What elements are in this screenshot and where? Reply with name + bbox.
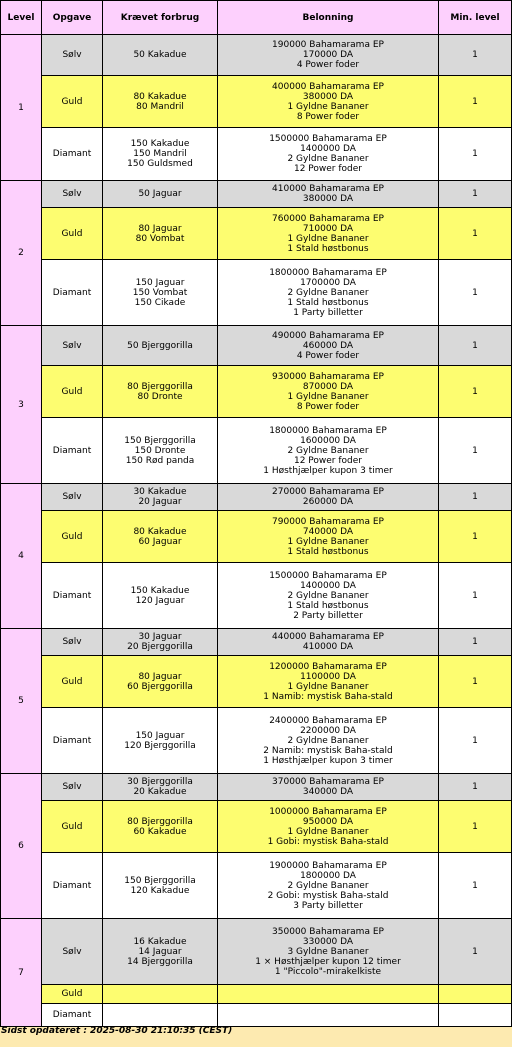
reward-line: 1700000 DA [300,277,356,288]
reward-line: 1 Gyldne Bananer [287,391,369,402]
table-row [1,181,512,208]
reward-line: 1000000 Bahamarama EP [269,806,387,817]
required-cell [103,853,218,919]
level-cell: 7 [1,919,42,1027]
reward-line: 2 Gyldne Bananer [287,735,369,746]
min-level-cell [439,1004,512,1027]
required-line: 20 Jaguar [138,497,182,507]
reward-line: 460000 DA [302,340,354,351]
reward-line: 1900000 Bahamarama EP [269,860,387,871]
reward-line: 190000 Bahamarama EP [272,40,384,50]
reward-line: 2 Gyldne Bananer [287,880,369,891]
table-row [1,511,512,563]
reward-cell [218,76,439,128]
reward-cell [218,366,439,418]
reward-line: 1800000 Bahamarama EP [269,425,387,436]
required-line: 150 Jaguar [135,730,185,741]
reward-line: 440000 Bahamarama EP [272,632,384,642]
reward-line: 1 Stald høstbonus [287,243,369,254]
required-cell [103,128,218,181]
reward-line: 4 Power foder [296,60,360,70]
reward-line: 400000 Bahamarama EP [272,81,384,92]
reward-line: 950000 DA [302,816,354,827]
required-cell [103,181,218,208]
min-level-cell: 1 [439,366,512,418]
reward-cell [218,484,439,511]
required-line: 150 Cikade [134,297,186,308]
reward-line: 370000 Bahamarama EP [272,777,384,787]
min-level-cell: 1 [439,208,512,260]
reward-line: 1 Høsthjælper kupon 3 timer [263,755,393,766]
task-cell: Diamant [42,563,103,629]
table-row [1,366,512,418]
required-cell [103,484,218,511]
reward-line: 1 Gyldne Bananer [287,101,369,112]
table-row [1,656,512,708]
reward-line: 1 Stald høstbonus [287,600,369,611]
required-line: 80 Vombat [135,233,185,244]
table-row [1,774,512,801]
reward-line: 170000 DA [302,50,354,60]
level-cell: 2 [1,181,42,326]
table-row [1,35,512,76]
task-cell: Guld [42,366,103,418]
reward-line: 1400000 DA [300,580,356,591]
reward-cell [218,629,439,656]
required-line: 150 Vombat [132,287,188,298]
required-cell [103,919,218,985]
reward-line: 350000 Bahamarama EP [272,926,384,937]
reward-line: 260000 DA [302,497,354,507]
header-required: Krævet forbrug [103,1,218,35]
task-cell: Diamant [42,260,103,326]
min-level-cell: 1 [439,260,512,326]
required-line: 20 Kakadue [133,787,187,797]
min-level-cell: 1 [439,35,512,76]
reward-line: 2200000 DA [300,725,356,736]
table-row [1,708,512,774]
required-line: 150 Mandril [133,149,187,159]
reward-cell [218,208,439,260]
header-task: Opgave [42,1,103,35]
table-row [1,853,512,919]
required-line: 80 Mandril [136,101,184,112]
reward-line: 2 Gyldne Bananer [287,445,369,456]
required-cell [103,985,218,1004]
required-line: 120 Bjerggorilla [124,740,196,751]
required-cell [103,1004,218,1027]
table-row [1,629,512,656]
task-cell: Guld [42,985,103,1004]
reward-cell [218,919,439,985]
required-line: 20 Bjerggorilla [127,642,193,652]
required-line: 50 Jaguar [138,189,182,199]
table-row [1,563,512,629]
reward-line: 1500000 Bahamarama EP [269,134,387,144]
level-cell: 6 [1,774,42,919]
reward-line: 12 Power foder [293,164,362,174]
reward-line: 2 Party billetter [293,610,363,621]
reward-line: 1 Gobi: mystisk Baha-stald [267,836,389,847]
reward-line: 2400000 Bahamarama EP [269,715,387,726]
reward-line: 380000 DA [302,194,354,204]
reward-line: 1800000 DA [300,870,356,881]
table-row [1,128,512,181]
min-level-cell [439,985,512,1004]
table-row [1,208,512,260]
reward-cell [218,128,439,181]
required-cell [103,366,218,418]
level-cell: 4 [1,484,42,629]
required-line: 150 Kakadue [130,139,190,149]
task-cell: Guld [42,801,103,853]
reward-line: 1 Stald høstbonus [287,546,369,557]
reward-cell [218,418,439,484]
required-line: 14 Jaguar [138,946,182,957]
table-row [1,919,512,985]
reward-line: 740000 DA [302,526,354,537]
reward-line: 930000 Bahamarama EP [272,371,384,382]
required-line: 30 Jaguar [138,632,182,642]
required-line: 120 Jaguar [135,595,185,606]
min-level-cell: 1 [439,774,512,801]
reward-cell [218,35,439,76]
task-cell: Diamant [42,1004,103,1027]
required-line: 150 Bjerggorilla [124,435,196,446]
required-cell [103,511,218,563]
task-cell: Guld [42,511,103,563]
reward-cell [218,511,439,563]
required-cell [103,774,218,801]
reward-line: 8 Power foder [296,401,360,412]
reward-line: 1 Høsthjælper kupon 3 timer [263,465,393,476]
reward-line: 2 Gobi: mystisk Baha-stald [267,890,389,901]
reward-line: 1 Stald høstbonus [287,297,369,308]
required-cell [103,326,218,366]
min-level-cell: 1 [439,128,512,181]
min-level-cell: 1 [439,563,512,629]
reward-line: 1 Gyldne Bananer [287,233,369,244]
reward-line: 340000 DA [302,787,354,797]
reward-cell [218,260,439,326]
min-level-cell: 1 [439,629,512,656]
reward-cell [218,181,439,208]
reward-cell [218,656,439,708]
required-line: 80 Bjerggorilla [127,816,193,827]
reward-line: 12 Power foder [293,455,362,466]
table-row [1,801,512,853]
required-line: 120 Kakadue [130,885,190,896]
required-cell [103,656,218,708]
required-cell [103,629,218,656]
reward-line: 710000 DA [302,223,354,234]
reward-line: 1800000 Bahamarama EP [269,267,387,278]
reward-line: 8 Power foder [296,111,360,122]
required-cell [103,35,218,76]
required-line: 150 Jaguar [135,277,185,288]
required-line: 150 Kakadue [130,585,190,596]
min-level-cell: 1 [439,181,512,208]
reward-line: 3 Gyldne Bananer [287,946,369,957]
table-row [1,76,512,128]
required-line: 30 Kakadue [133,487,187,497]
reward-line: 1600000 DA [300,435,356,446]
table-row [1,260,512,326]
reward-line: 490000 Bahamarama EP [272,330,384,341]
required-line: 150 Guldsmed [127,159,193,169]
reward-line: 1 × Høsthjælper kupon 12 timer [255,956,401,967]
task-cell: Sølv [42,919,103,985]
task-cell: Sølv [42,629,103,656]
header-min-level: Min. level [439,1,512,35]
required-line: 150 Bjerggorilla [124,875,196,886]
table-row [1,418,512,484]
required-cell [103,208,218,260]
table-row [1,985,512,1004]
task-cell: Sølv [42,326,103,366]
required-line: 80 Kakadue [133,526,187,537]
min-level-cell: 1 [439,326,512,366]
min-level-cell: 1 [439,418,512,484]
reward-line: 760000 Bahamarama EP [272,213,384,224]
reward-line: 1100000 DA [300,671,356,682]
task-cell: Sølv [42,484,103,511]
task-cell: Diamant [42,708,103,774]
required-line: 150 Rød panda [125,455,195,466]
required-line: 60 Bjerggorilla [127,681,193,692]
required-line: 80 Dronte [137,391,183,402]
last-updated: Sidst opdateret : 2025-08-30 21:10:35 (CEST) [1,1026,233,1036]
header-reward: Belonning [218,1,439,35]
reward-cell [218,774,439,801]
task-cell: Sølv [42,35,103,76]
min-level-cell: 1 [439,708,512,774]
reward-line: 2 Gyldne Bananer [287,590,369,601]
min-level-cell: 1 [439,801,512,853]
reward-line: 270000 Bahamarama EP [272,487,384,497]
reward-line: 330000 DA [302,936,354,947]
min-level-cell: 1 [439,484,512,511]
reward-line: 410000 Bahamarama EP [272,184,384,194]
reward-cell [218,853,439,919]
required-line: 14 Bjerggorilla [127,956,193,967]
required-line: 60 Kakadue [133,826,187,837]
reward-cell [218,985,439,1004]
reward-line: 380000 DA [302,91,354,102]
reward-line: 2 Gyldne Bananer [287,287,369,298]
task-cell: Diamant [42,418,103,484]
reward-cell [218,563,439,629]
reward-line: 1500000 Bahamarama EP [269,570,387,581]
level-cell: 3 [1,326,42,484]
min-level-cell: 1 [439,656,512,708]
required-line: 150 Dronte [134,445,186,456]
table-row [1,326,512,366]
reward-line: 1200000 Bahamarama EP [269,661,387,672]
table-body [1,35,512,1027]
required-line: 30 Bjerggorilla [127,777,193,787]
level-cell: 1 [1,35,42,181]
reward-line: 790000 Bahamarama EP [272,516,384,527]
required-cell [103,260,218,326]
required-cell [103,418,218,484]
reward-line: 870000 DA [302,381,354,392]
min-level-cell: 1 [439,511,512,563]
reward-line: 410000 DA [302,642,354,652]
reward-line: 2 Gyldne Bananer [287,154,369,164]
required-line: 80 Jaguar [138,223,182,234]
task-cell: Diamant [42,128,103,181]
table-row [1,484,512,511]
task-cell: Sølv [42,181,103,208]
reward-line: 2 Namib: mystisk Baha-stald [263,745,393,756]
required-line: 50 Kakadue [133,50,187,60]
reward-cell [218,708,439,774]
level-cell: 5 [1,629,42,774]
required-cell [103,708,218,774]
reward-line: 1 Party billetter [293,307,363,318]
reward-line: 3 Party billetter [293,900,363,911]
task-cell: Guld [42,76,103,128]
min-level-cell: 1 [439,853,512,919]
required-cell [103,563,218,629]
required-line: 80 Bjerggorilla [127,381,193,392]
reward-line: 1 Gyldne Bananer [287,826,369,837]
required-line: 80 Kakadue [133,91,187,102]
min-level-cell: 1 [439,76,512,128]
min-level-cell: 1 [439,919,512,985]
header-level: Level [1,1,42,35]
table-row [1,1004,512,1027]
reward-line: 1 "Piccolo"-mirakelkiste [274,966,382,977]
required-line: 16 Kakadue [133,936,187,947]
reward-line: 1400000 DA [300,144,356,154]
required-line: 60 Jaguar [138,536,182,547]
task-cell: Guld [42,208,103,260]
task-cell: Guld [42,656,103,708]
reward-cell [218,1004,439,1027]
reward-line: 1 Gyldne Bananer [287,681,369,692]
required-cell [103,801,218,853]
reward-line: 1 Gyldne Bananer [287,536,369,547]
required-cell [103,76,218,128]
reward-cell [218,326,439,366]
required-line: 50 Bjerggorilla [127,340,193,351]
reward-line: 1 Namib: mystisk Baha-stald [263,691,393,702]
task-cell: Diamant [42,853,103,919]
reward-cell [218,801,439,853]
reward-line: 4 Power foder [296,350,360,361]
header-row [1,1,512,35]
required-line: 80 Jaguar [138,671,182,682]
task-cell: Sølv [42,774,103,801]
